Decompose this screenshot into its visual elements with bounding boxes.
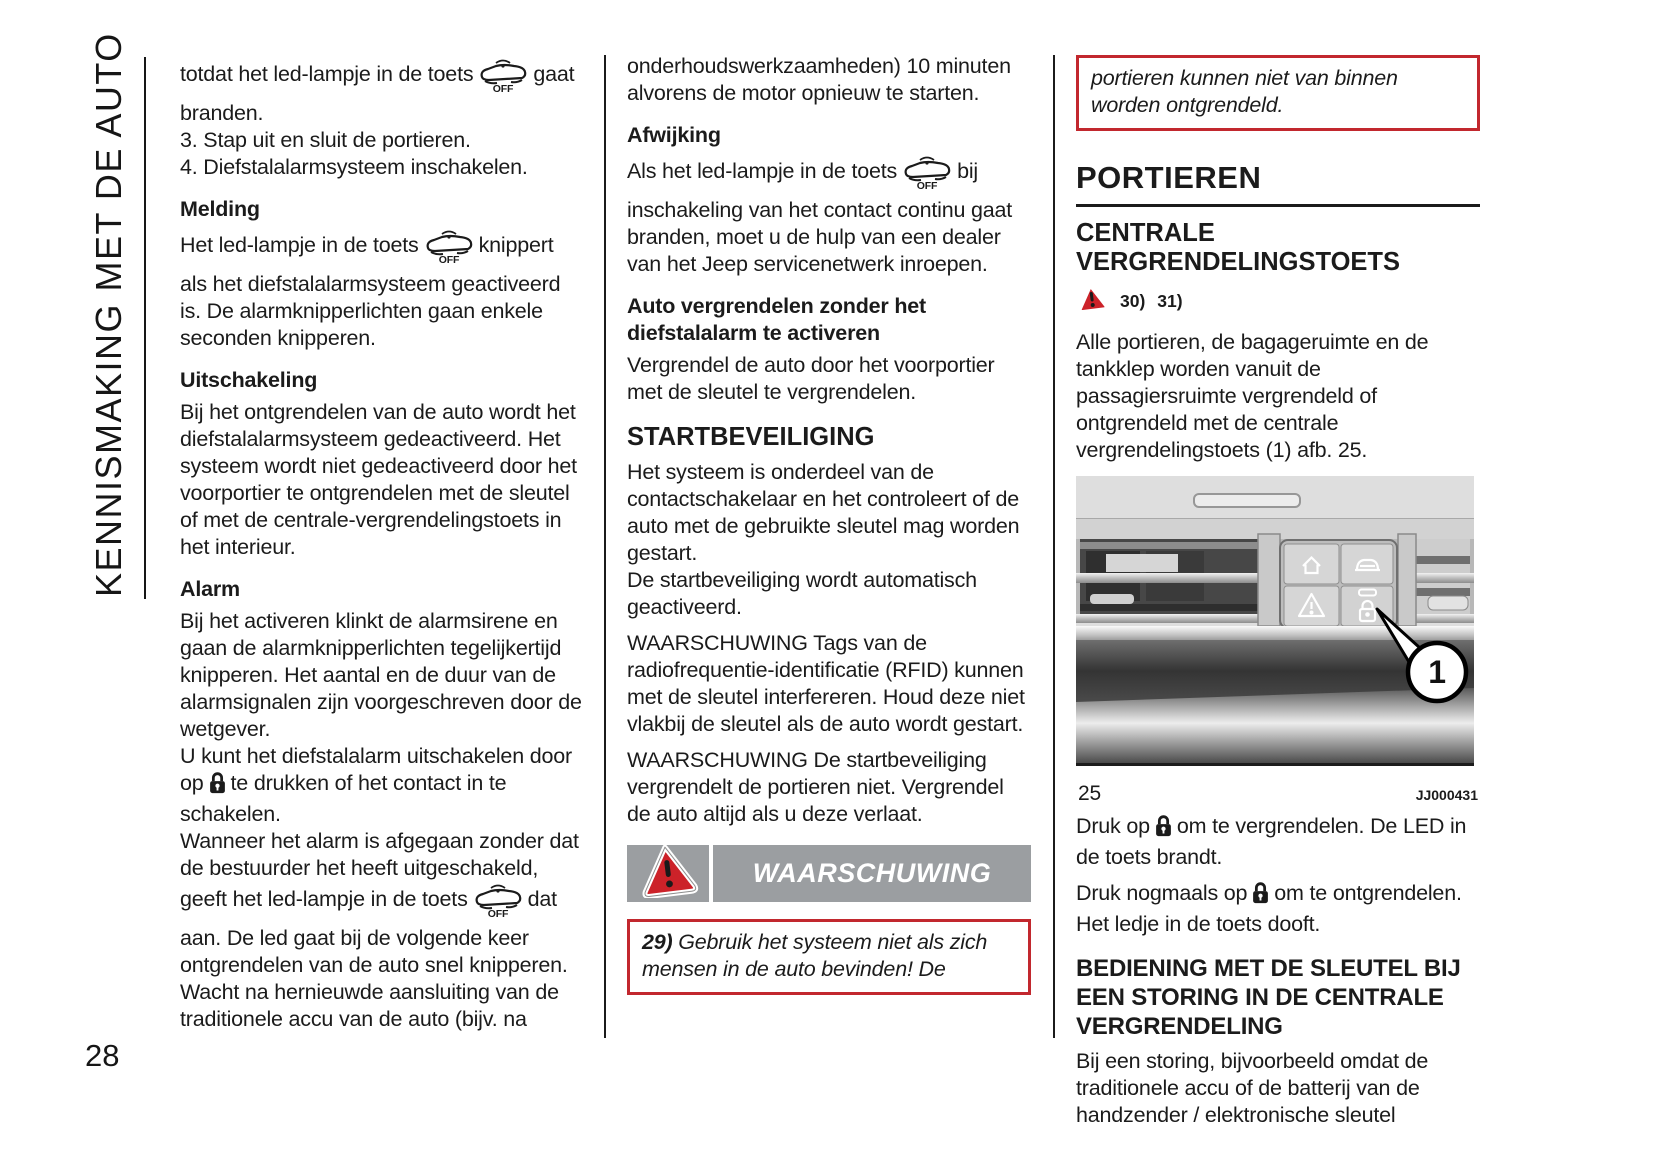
sub-heading-alarm: Alarm [180, 577, 240, 601]
sub-heading-afwijking: Afwijking [627, 123, 721, 147]
column-divider [604, 55, 606, 1038]
note-reference: 31) [1157, 291, 1183, 311]
paragraph: Druk op om te vergrendelen. De LED in de toets brandt. [1076, 814, 1467, 869]
warning-banner [627, 845, 1031, 902]
column-divider [1053, 55, 1055, 1038]
paragraph: Vergrendel de auto door het voorportier met de sleutel te vergrendelen. [627, 353, 995, 404]
note-text: portieren kunnen niet van binnen worden ontgrendeld. [1091, 66, 1398, 117]
figure-code: JJ000431 [1415, 787, 1478, 803]
section-heading-bediening: BEDIENING MET DE SLEUTEL BIJ EEN STORING IN DE CENTRALE VERGRENDELING [1076, 955, 1461, 1040]
lock-icon [1154, 813, 1173, 844]
car-button [1341, 544, 1393, 584]
list-item: 4. Diefstalalarmsysteem inschakelen. [180, 155, 528, 179]
warning-triangle-icon [637, 842, 699, 905]
svg-text:OFF: OFF [487, 908, 508, 918]
car-alarm-off-icon [477, 57, 529, 100]
paragraph: Als het led-lampje in de toets OFF bij inschakeling van het contact continu gaat branden, moet u de hulp van een dealer van het Jeep servicenetwerk inroepen. [627, 154, 1031, 278]
paragraph: U kunt het diefstalalarm uitschakelen door op te drukken of het contact in te schakelen. [180, 744, 572, 826]
warning-refs-row [1076, 284, 1480, 319]
figure-dashboard [1076, 476, 1480, 809]
paragraph: Het led-lampje in de toets OFF knippert als het diefstalalarmsysteem geactiveerd is. De alarmknipperlichten gaan enkele seconden knipperen. [180, 228, 584, 352]
lock-icon [1251, 880, 1270, 911]
paragraph: Druk nogmaals op om te ontgrendelen. Het ledje in de toets dooft. [1076, 881, 1462, 936]
home-button [1284, 544, 1339, 584]
sub-heading-uitschakeling: Uitschakeling [180, 368, 318, 392]
column-2 [627, 53, 1031, 995]
vent-post [1258, 534, 1280, 626]
paragraph: De startbeveiliging wordt automatisch geactiveerd. [627, 568, 977, 619]
section-heading-portieren: PORTIEREN [1076, 161, 1480, 207]
list-item: 3. Stap uit en sluit de portieren. [180, 128, 471, 152]
svg-text:OFF: OFF [438, 254, 459, 264]
car-alarm-off-icon [901, 154, 953, 197]
paragraph: Alle portieren, de bagageruimte en de tankklep worden vanuit de passagiersruimte vergrendeld of ontgrendeld met de centrale vergrendelingstoets (1) afb. 25. [1076, 330, 1429, 462]
vent-post [1398, 534, 1416, 626]
note-text: Gebruik het systeem niet als zich mensen in de auto bevinden! De [642, 930, 988, 981]
paragraph: Bij het activeren klinkt de alarmsirene en gaan de alarmknipperlichten tegelijkertijd knipperen. Het aantal en de duur van de alarmsignalen zijn voorgeschreven door de wetgever. [180, 609, 582, 741]
paragraph: Wacht na hernieuwde aansluiting van de traditionele accu van de auto (bijv. na [180, 980, 559, 1031]
section-heading-centrale: CENTRALE VERGRENDELINGSTOETS [1076, 219, 1400, 276]
paragraph: Het systeem is onderdeel van de contactschakelaar en het controleert of de auto met de gebruikte sleutel mag worden gestart. [627, 460, 1020, 565]
paragraph: Bij het ontgrendelen van de auto wordt het diefstalalarmsysteem gedeactiveerd. Het systeem wordt niet gedeactiveerd door het voorportier te ontgrendelen met de sleutel of met de centrale-vergrendelingstoets in het interieur. [180, 400, 577, 559]
note-reference: 30) [1120, 291, 1146, 311]
sub-heading-auto-vergrendelen: Auto vergrendelen zonder het diefstalalarm te activeren [627, 294, 927, 345]
column-1 [180, 57, 584, 1033]
figure-number: 25 [1078, 782, 1101, 805]
warning-triangle-icon [1076, 284, 1108, 319]
warning-note-box [627, 919, 1031, 995]
sub-heading-melding: Melding [180, 197, 260, 221]
figure-caption [1078, 780, 1478, 809]
svg-text:OFF: OFF [493, 83, 514, 93]
car-alarm-off-icon [472, 882, 524, 925]
column-3 [1076, 55, 1480, 1138]
page-number: 28 [85, 1038, 120, 1073]
chapter-title-vertical: KENNISMAKING MET DE AUTO [88, 32, 129, 597]
lock-icon [208, 770, 227, 801]
warning-banner-title: WAARSCHUWING [713, 845, 1031, 902]
note-number: 29) [642, 930, 673, 954]
section-heading-startbeveiliging: STARTBEVEILIGING [627, 423, 875, 451]
paragraph: totdat het led-lampje in de toets OFF gaat branden. [180, 57, 584, 127]
paragraph: WAARSCHUWING Tags van de radiofrequentie-identificatie (RFID) kunnen met de sleutel interfereren. Houd deze niet vlakbij de sleutel als de auto wordt gestart. [627, 631, 1025, 736]
svg-text:1: 1 [1428, 654, 1446, 690]
warning-note-box-continuation [1076, 55, 1480, 131]
top-slot [1194, 494, 1300, 507]
svg-text:OFF: OFF [916, 180, 938, 190]
car-alarm-off-icon [423, 228, 475, 271]
sidebar-rule [144, 57, 146, 599]
paragraph: WAARSCHUWING De startbeveiliging vergrendelt de portieren niet. Vergrendel de auto altijd als u deze verlaat. [627, 748, 1004, 826]
paragraph: onderhoudswerkzaamheden) 10 minuten alvorens de motor opnieuw te starten. [627, 54, 1011, 105]
paragraph: Wanneer het alarm is afgegaan zonder dat de bestuurder het heeft uitgeschakeld, geeft het led-lampje in de toets OFF dat aan. De led gaat bij de volgende keer ontgrendelen van de auto snel knipperen. [180, 829, 579, 977]
warning-banner-icon-cell [627, 845, 709, 902]
paragraph: Bij een storing, bijvoorbeeld omdat de traditionele accu of de batterij van de handzender / elektronische sleutel [1076, 1049, 1429, 1127]
